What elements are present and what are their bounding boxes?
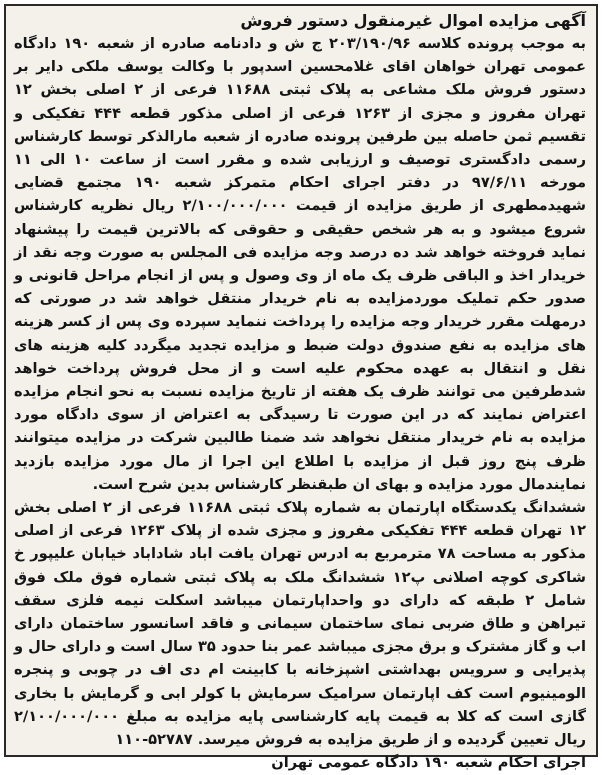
notice-paragraph-main: به موجب پرونده کلاسه ۲۰۳/۱۹۰/۹۶ ج ش و دادنامه صادره از شعبه ۱۹۰ دادگاه عمومی تهران خواهان اقای غلامحسین اسدپور با وکالت یوسف ملکی دایر بر دستور فروش ملک مشاعی به پلاک ثبتی ۱۱۶۸۸ فرعی از ۲ اصلی بخش ۱۲ تهران مفروز و مجزی از ۱۲۶۳ فرعی از اصلی مذکور قطعه ۴۴۴ تفکیکی و تقسیم ثمن حاصله بین طرفین پرونده صادره از شعبه مارالذکر توسط کارشناس رسمی دادگستری توصیف و ارزیابی شده و مقرر است از ساعت ۱۰ الی ۱۱ مورخه ۹۷/۶/۱۱ در دفتر اجرای احکام متمرکز شعبه ۱۹۰ مجتمع قضایی شهیدمطهری از طریق مزایده از قیمت ۲/۱۰۰/۰۰۰/۰۰۰ ریال نظریه کارشناس شروع میشود و به هر شخص حقیقی و حقوقی که بالاترین قیمت را پیشنهاد نماید فروخته خواهد شد ده درصد وجه مزایده فی المجلس به صورت وجه نقد از خریدار اخذ و الباقی ظرف یک ماه از وی وصول و پس از انجام مراحل قانونی و صدور حکم تملیک موردمزایده به نام خریدار منتقل خواهد شد در صورتی که درمهلت مقرر خریدار وجه مزایده را پرداخت ننماید سپرده وی پس از کسر هزینه های مزایده به نفع صندوق دولت ضبط و مزایده تجدید میگردد کلیه هزینه های نقل و انتقال به عهده محکوم علیه است و از محل فروش پرداخت خواهد شدطرفین می توانند ظرف یک هفته از تاریخ مزایده نسبت به نحو انجام مزایده اعتراض نمایند که در این صورت تا رسیدگی به اعتراض از سوی دادگاه مورد مزایده به نام خریدار منتقل نخواهد شد ضمنا طالبین شرکت در مزایده میتوانند ظرف پنج روز قبل از مزایده با اطلاع این اجرا از مال مورد مزایده بازدید نمایندمال مورد مزایده و بهای ان طبقنظر کارشناس بدین شرح است. (14, 35, 587, 493)
notice-title: آگهی مزایده اموال غیرمنقول دستور فروش (240, 11, 586, 30)
notice-signature: اجرای احکام شعبه ۱۹۰ دادگاه عمومی تهران (271, 754, 586, 772)
notice-paragraph-property: ششدانگ یکدستگاه اپارتمان به شماره پلاک ثبتی ۱۱۶۸۸ فرعی از ۲ اصلی بخش ۱۲ تهران قطعه ۴۴۴ تفکیکی مفروز و مجزی شده از پلاک ۱۲۶۳ فرعی از اصلی مذکور به مساحت ۷۸ مترمربع به ادرس تهران یافت اباد شاداباد خیابان علیپور خ شاکری کوچه اصلانی پ۱۲ ششدانگ ملک به پلاک ثبتی شماره فوق ملک فوق شامل ۲ طبقه که دارای دو واحداپارتمان میباشد اسکلت نیمه فلزی سقف تیراهن و طاق ضربی نمای ساختمان سیمانی و فاقد اسانسور ساختمان دارای اب و گاز مشترک و برق مجزی میباشد عمر بنا حدود ۳۵ سال است و دارای حال و پذیرایی و سرویس بهداشتی اشپزخانه با کابینت ام دی اف در چوبی و پنجره الومینیوم است کف اپارتمان سرامیک سرمایش با کولر ابی و گرمایش با بخاری گازی است که کلا به قیمت پایه کارشناسی پایه مزایده به مبلغ ۲/۱۰۰/۰۰۰/۰۰۰ ریال تعیین گردیده و از طریق مزایده به فروش میرسد. ۵۲۷۸۷-۱۱۰ (14, 499, 587, 749)
notice-clipping (4, 4, 598, 772)
